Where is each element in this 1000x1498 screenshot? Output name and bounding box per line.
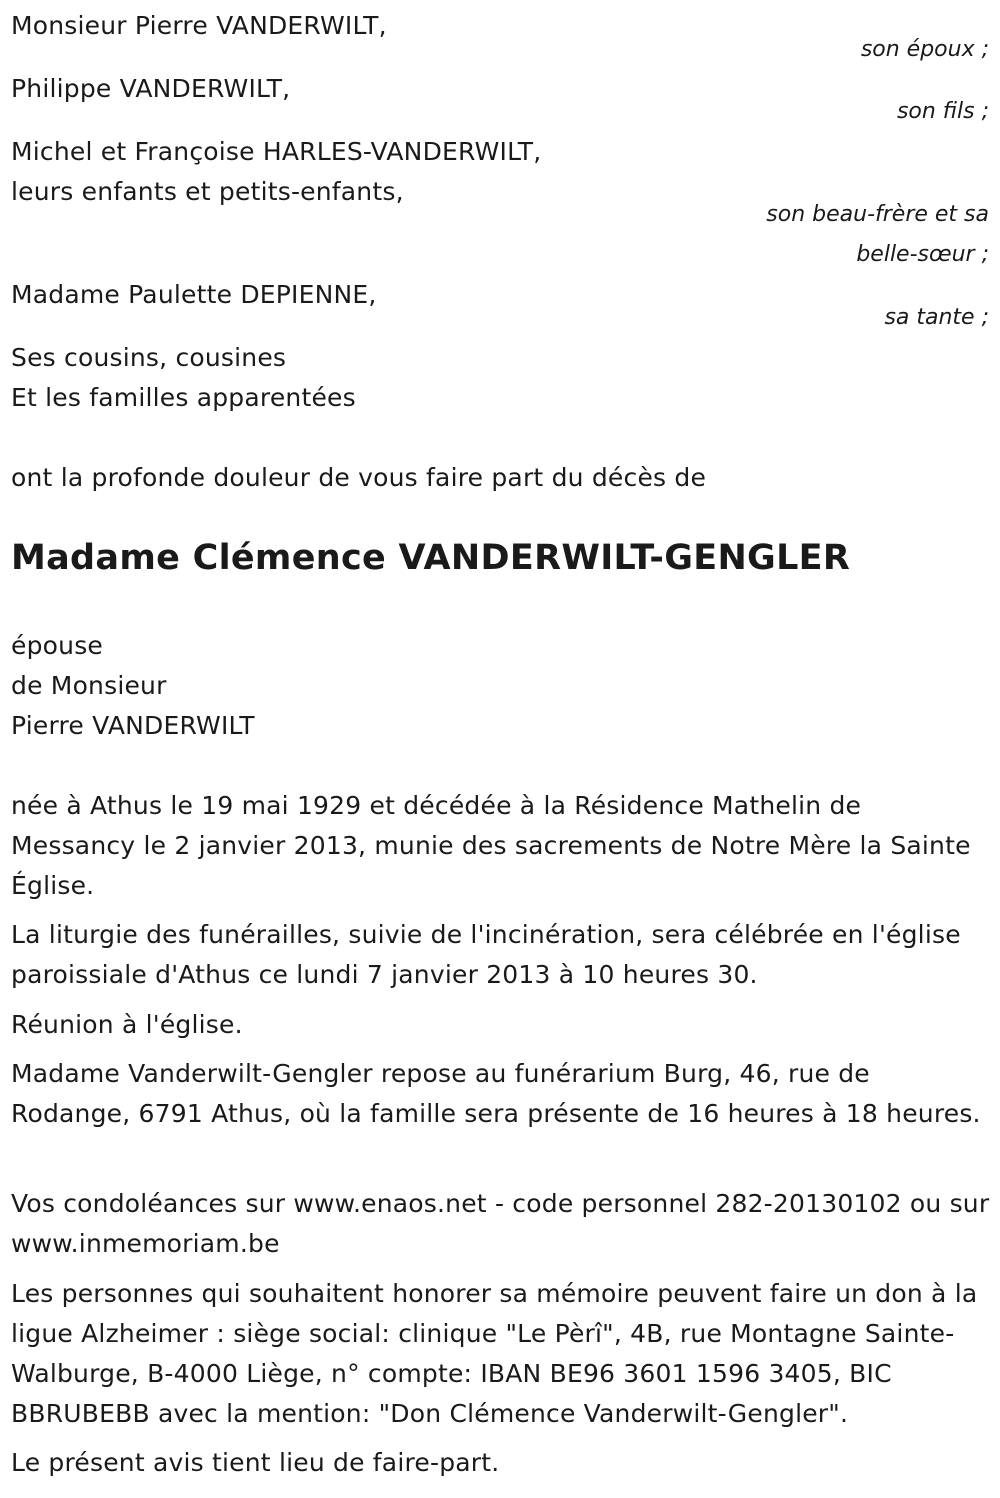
spouse-of-line1: épouse: [11, 631, 103, 660]
spouse-name: Monsieur Pierre VANDERWILT,: [11, 11, 387, 40]
paragraph-condolences: Vos condoléances sur www.enaos.net - code personnel 282-20130102 ou sur www.inmemoriam.be: [11, 1189, 990, 1258]
inlaws-role-line1: son beau-frère et sa: [766, 202, 989, 227]
son-name: Philippe VANDERWILT,: [11, 74, 291, 103]
spouse-of-line2: de Monsieur: [11, 671, 167, 700]
paragraph-closing: Le présent avis tient lieu de faire-part.: [11, 1448, 500, 1477]
aunt-role: sa tante ;: [884, 305, 989, 330]
announcement: ont la profonde douleur de vous faire part du décès de: [11, 463, 707, 492]
cousins: Ses cousins, cousines: [11, 343, 287, 372]
paragraph-funerarium: Madame Vanderwilt-Gengler repose au funérarium Burg, 46, rue de Rodange, 6791 Athus, où la famille sera présente de 16 heures à 18 heures.: [11, 1059, 981, 1128]
paragraph-liturgy: La liturgie des funérailles, suivie de l'incinération, sera célébrée en l'église paroissiale d'Athus ce lundi 7 janvier 2013 à 10 heures 30.: [11, 920, 961, 989]
deceased-name: Madame Clémence VANDERWILT-GENGLER: [11, 538, 851, 578]
paragraph-meeting: Réunion à l'église.: [11, 1010, 243, 1039]
inlaws-name: Michel et Françoise HARLES-VANDERWILT,: [11, 137, 542, 166]
inlaws-role-line2: belle-sœur ;: [856, 242, 989, 267]
son-role: son fils ;: [896, 99, 989, 124]
aunt-name: Madame Paulette DEPIENNE,: [11, 280, 377, 309]
related-families: Et les familles apparentées: [11, 383, 356, 412]
paragraph-birth-death: née à Athus le 19 mai 1929 et décédée à la Résidence Mathelin de Messancy le 2 janvier 2013, munie des sacrements de Notre Mère la Sainte Église.: [11, 791, 971, 900]
inlaws-children: leurs enfants et petits-enfants,: [11, 177, 404, 206]
spouse-of-line3: Pierre VANDERWILT: [11, 711, 255, 740]
paragraph-donation: Les personnes qui souhaitent honorer sa mémoire peuvent faire un don à la ligue Alzheimer : siège social: clinique "Le Pèrî", 4B, rue Montagne Sainte-Walburge, B-4000 Liège, n° compte: IBAN BE96 3601 1596 3405, BIC BBRUBEBB avec la mention: "Don Clémence Vanderwilt-Gengler".: [11, 1279, 978, 1428]
spouse-role: son époux ;: [860, 37, 989, 62]
